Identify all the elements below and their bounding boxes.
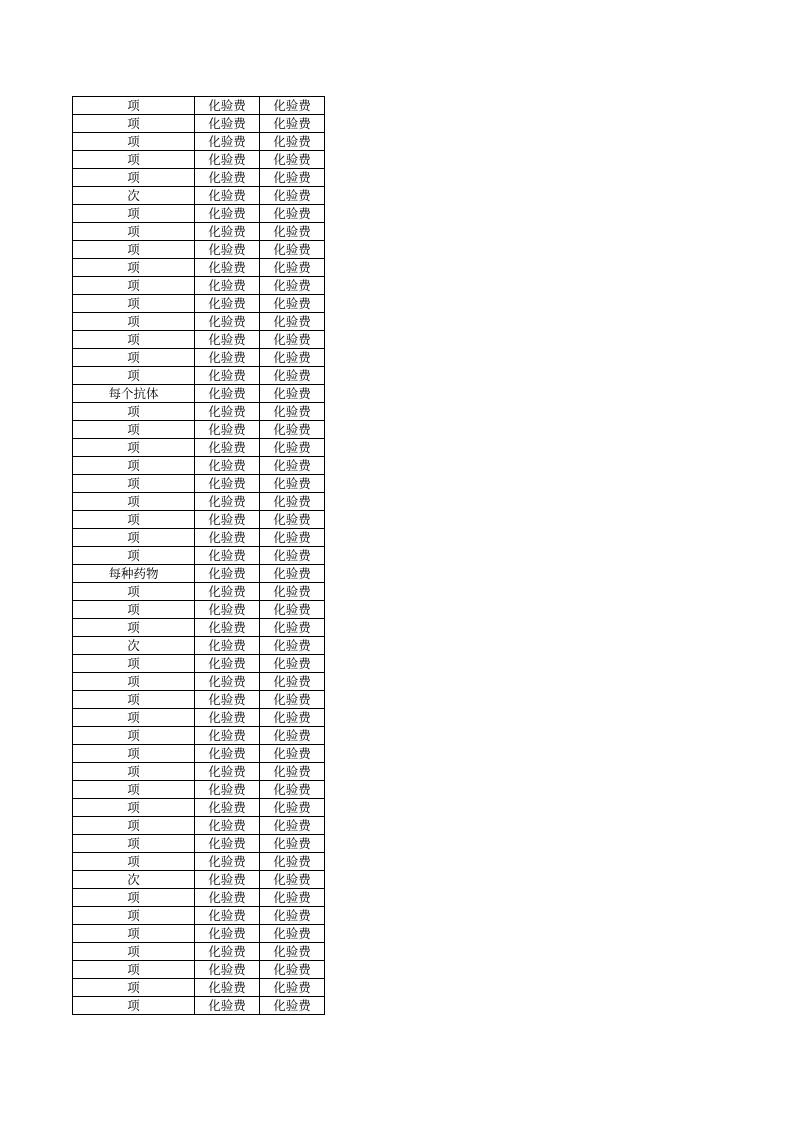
category-cell-2: 化验费 [260,673,325,691]
category-cell: 化验费 [195,97,260,115]
table-row [73,601,325,619]
unit-cell: 项 [73,601,195,619]
table-row [73,439,325,457]
category-cell-2: 化验费 [260,259,325,277]
category-cell-2: 化验费 [260,547,325,565]
category-cell: 化验费 [195,637,260,655]
category-cell: 化验费 [195,799,260,817]
unit-cell: 项 [73,439,195,457]
category-cell: 化验费 [195,925,260,943]
category-cell-2: 化验费 [260,619,325,637]
category-cell: 化验费 [195,781,260,799]
category-cell: 化验费 [195,439,260,457]
table-row [73,277,325,295]
unit-cell: 项 [73,583,195,601]
table-row [73,853,325,871]
unit-cell: 项 [73,781,195,799]
category-cell: 化验费 [195,529,260,547]
category-cell: 化验费 [195,961,260,979]
unit-cell: 次 [73,637,195,655]
table-row [73,529,325,547]
unit-cell: 项 [73,907,195,925]
unit-cell: 项 [73,817,195,835]
table-row [73,169,325,187]
table-row [73,223,325,241]
unit-cell: 项 [73,169,195,187]
unit-cell: 项 [73,421,195,439]
table-row [73,493,325,511]
table-row [73,691,325,709]
category-cell: 化验费 [195,565,260,583]
category-cell-2: 化验费 [260,601,325,619]
unit-cell: 项 [73,223,195,241]
unit-cell: 项 [73,313,195,331]
unit-cell: 每种药物 [73,565,195,583]
category-cell: 化验费 [195,241,260,259]
unit-cell: 项 [73,115,195,133]
category-cell-2: 化验费 [260,511,325,529]
unit-cell: 次 [73,871,195,889]
unit-cell: 项 [73,745,195,763]
category-cell-2: 化验费 [260,799,325,817]
unit-cell: 项 [73,727,195,745]
table-row [73,781,325,799]
category-cell-2: 化验费 [260,115,325,133]
table-row [73,907,325,925]
table-row [73,403,325,421]
category-cell: 化验费 [195,385,260,403]
table-row [73,241,325,259]
table-row [73,97,325,115]
category-cell: 化验费 [195,691,260,709]
category-cell: 化验费 [195,979,260,997]
table-row [73,565,325,583]
category-cell: 化验费 [195,763,260,781]
category-cell: 化验费 [195,133,260,151]
category-cell-2: 化验费 [260,421,325,439]
category-cell-2: 化验费 [260,295,325,313]
unit-cell: 项 [73,673,195,691]
category-cell-2: 化验费 [260,277,325,295]
table-row [73,673,325,691]
category-cell-2: 化验费 [260,169,325,187]
category-cell-2: 化验费 [260,943,325,961]
category-cell: 化验费 [195,673,260,691]
table-row [73,997,325,1015]
category-cell-2: 化验费 [260,403,325,421]
category-cell-2: 化验费 [260,997,325,1015]
table-row [73,817,325,835]
category-cell: 化验费 [195,853,260,871]
table-row [73,655,325,673]
table-row [73,511,325,529]
category-cell-2: 化验费 [260,889,325,907]
unit-cell: 项 [73,889,195,907]
category-cell: 化验费 [195,295,260,313]
table-row [73,943,325,961]
category-cell: 化验费 [195,187,260,205]
category-cell: 化验费 [195,223,260,241]
category-cell: 化验费 [195,457,260,475]
category-cell: 化验费 [195,277,260,295]
category-cell-2: 化验费 [260,151,325,169]
category-cell-2: 化验费 [260,979,325,997]
table-row [73,295,325,313]
category-cell-2: 化验费 [260,313,325,331]
category-cell: 化验费 [195,421,260,439]
table-row [73,313,325,331]
unit-cell: 项 [73,475,195,493]
unit-cell: 项 [73,241,195,259]
unit-cell: 次 [73,187,195,205]
unit-cell: 项 [73,997,195,1015]
category-cell: 化验费 [195,511,260,529]
category-cell: 化验费 [195,259,260,277]
unit-cell: 项 [73,493,195,511]
category-cell-2: 化验费 [260,565,325,583]
category-cell-2: 化验费 [260,871,325,889]
category-cell: 化验费 [195,547,260,565]
unit-cell: 项 [73,619,195,637]
category-cell-2: 化验费 [260,205,325,223]
category-cell: 化验费 [195,313,260,331]
category-cell: 化验费 [195,151,260,169]
category-cell-2: 化验费 [260,925,325,943]
category-cell-2: 化验费 [260,133,325,151]
category-cell-2: 化验费 [260,781,325,799]
unit-cell: 项 [73,655,195,673]
category-cell: 化验费 [195,493,260,511]
table-row [73,925,325,943]
table-row [73,331,325,349]
category-cell-2: 化验费 [260,853,325,871]
category-cell-2: 化验费 [260,727,325,745]
category-cell-2: 化验费 [260,961,325,979]
table-row [73,205,325,223]
unit-cell: 项 [73,331,195,349]
unit-cell: 项 [73,709,195,727]
category-cell-2: 化验费 [260,241,325,259]
category-cell: 化验费 [195,403,260,421]
category-cell: 化验费 [195,907,260,925]
table-row [73,871,325,889]
table-row [73,133,325,151]
category-cell-2: 化验费 [260,475,325,493]
unit-cell: 项 [73,349,195,367]
table-row [73,421,325,439]
unit-cell: 项 [73,205,195,223]
category-cell: 化验费 [195,169,260,187]
unit-cell: 项 [73,943,195,961]
category-cell: 化验费 [195,709,260,727]
table-row [73,979,325,997]
category-cell: 化验费 [195,115,260,133]
category-cell: 化验费 [195,619,260,637]
table-row [73,457,325,475]
unit-cell: 项 [73,691,195,709]
category-cell-2: 化验费 [260,331,325,349]
table-row [73,727,325,745]
unit-cell: 项 [73,97,195,115]
category-cell-2: 化验费 [260,835,325,853]
category-cell-2: 化验费 [260,637,325,655]
category-cell: 化验费 [195,889,260,907]
table-row [73,583,325,601]
category-cell: 化验费 [195,583,260,601]
table-row [73,385,325,403]
unit-cell: 项 [73,529,195,547]
table-row [73,367,325,385]
category-cell: 化验费 [195,817,260,835]
category-cell: 化验费 [195,475,260,493]
category-cell: 化验费 [195,349,260,367]
table-row [73,259,325,277]
unit-cell: 项 [73,511,195,529]
category-cell: 化验费 [195,601,260,619]
category-cell-2: 化验费 [260,817,325,835]
category-cell: 化验费 [195,835,260,853]
table-row [73,637,325,655]
table-row [73,889,325,907]
category-cell-2: 化验费 [260,223,325,241]
table-row [73,763,325,781]
category-cell: 化验费 [195,871,260,889]
unit-cell: 项 [73,547,195,565]
fee-table-body [73,97,325,1015]
category-cell-2: 化验费 [260,457,325,475]
table-row [73,187,325,205]
table-row [73,547,325,565]
category-cell-2: 化验费 [260,367,325,385]
category-cell-2: 化验费 [260,691,325,709]
unit-cell: 项 [73,979,195,997]
table-row [73,961,325,979]
category-cell: 化验费 [195,997,260,1015]
category-cell: 化验费 [195,943,260,961]
category-cell-2: 化验费 [260,529,325,547]
category-cell: 化验费 [195,205,260,223]
table-row [73,349,325,367]
unit-cell: 项 [73,853,195,871]
category-cell-2: 化验费 [260,907,325,925]
table-row [73,745,325,763]
category-cell-2: 化验费 [260,493,325,511]
category-cell-2: 化验费 [260,763,325,781]
category-cell-2: 化验费 [260,709,325,727]
table-row [73,115,325,133]
unit-cell: 项 [73,403,195,421]
category-cell: 化验费 [195,331,260,349]
unit-cell: 项 [73,133,195,151]
category-cell-2: 化验费 [260,439,325,457]
category-cell: 化验费 [195,727,260,745]
table-row [73,709,325,727]
table-row [73,619,325,637]
category-cell-2: 化验费 [260,655,325,673]
unit-cell: 项 [73,763,195,781]
category-cell: 化验费 [195,655,260,673]
category-cell-2: 化验费 [260,583,325,601]
category-cell-2: 化验费 [260,187,325,205]
table-row [73,835,325,853]
unit-cell: 项 [73,835,195,853]
unit-cell: 项 [73,799,195,817]
unit-cell: 项 [73,367,195,385]
unit-cell: 项 [73,295,195,313]
category-cell-2: 化验费 [260,97,325,115]
unit-cell: 项 [73,151,195,169]
category-cell: 化验费 [195,745,260,763]
table-row [73,151,325,169]
table-row [73,799,325,817]
table-row [73,475,325,493]
category-cell: 化验费 [195,367,260,385]
category-cell-2: 化验费 [260,349,325,367]
fee-table [72,96,325,1015]
unit-cell: 项 [73,961,195,979]
category-cell-2: 化验费 [260,385,325,403]
unit-cell: 每个抗体 [73,385,195,403]
category-cell-2: 化验费 [260,745,325,763]
unit-cell: 项 [73,259,195,277]
unit-cell: 项 [73,925,195,943]
unit-cell: 项 [73,457,195,475]
unit-cell: 项 [73,277,195,295]
